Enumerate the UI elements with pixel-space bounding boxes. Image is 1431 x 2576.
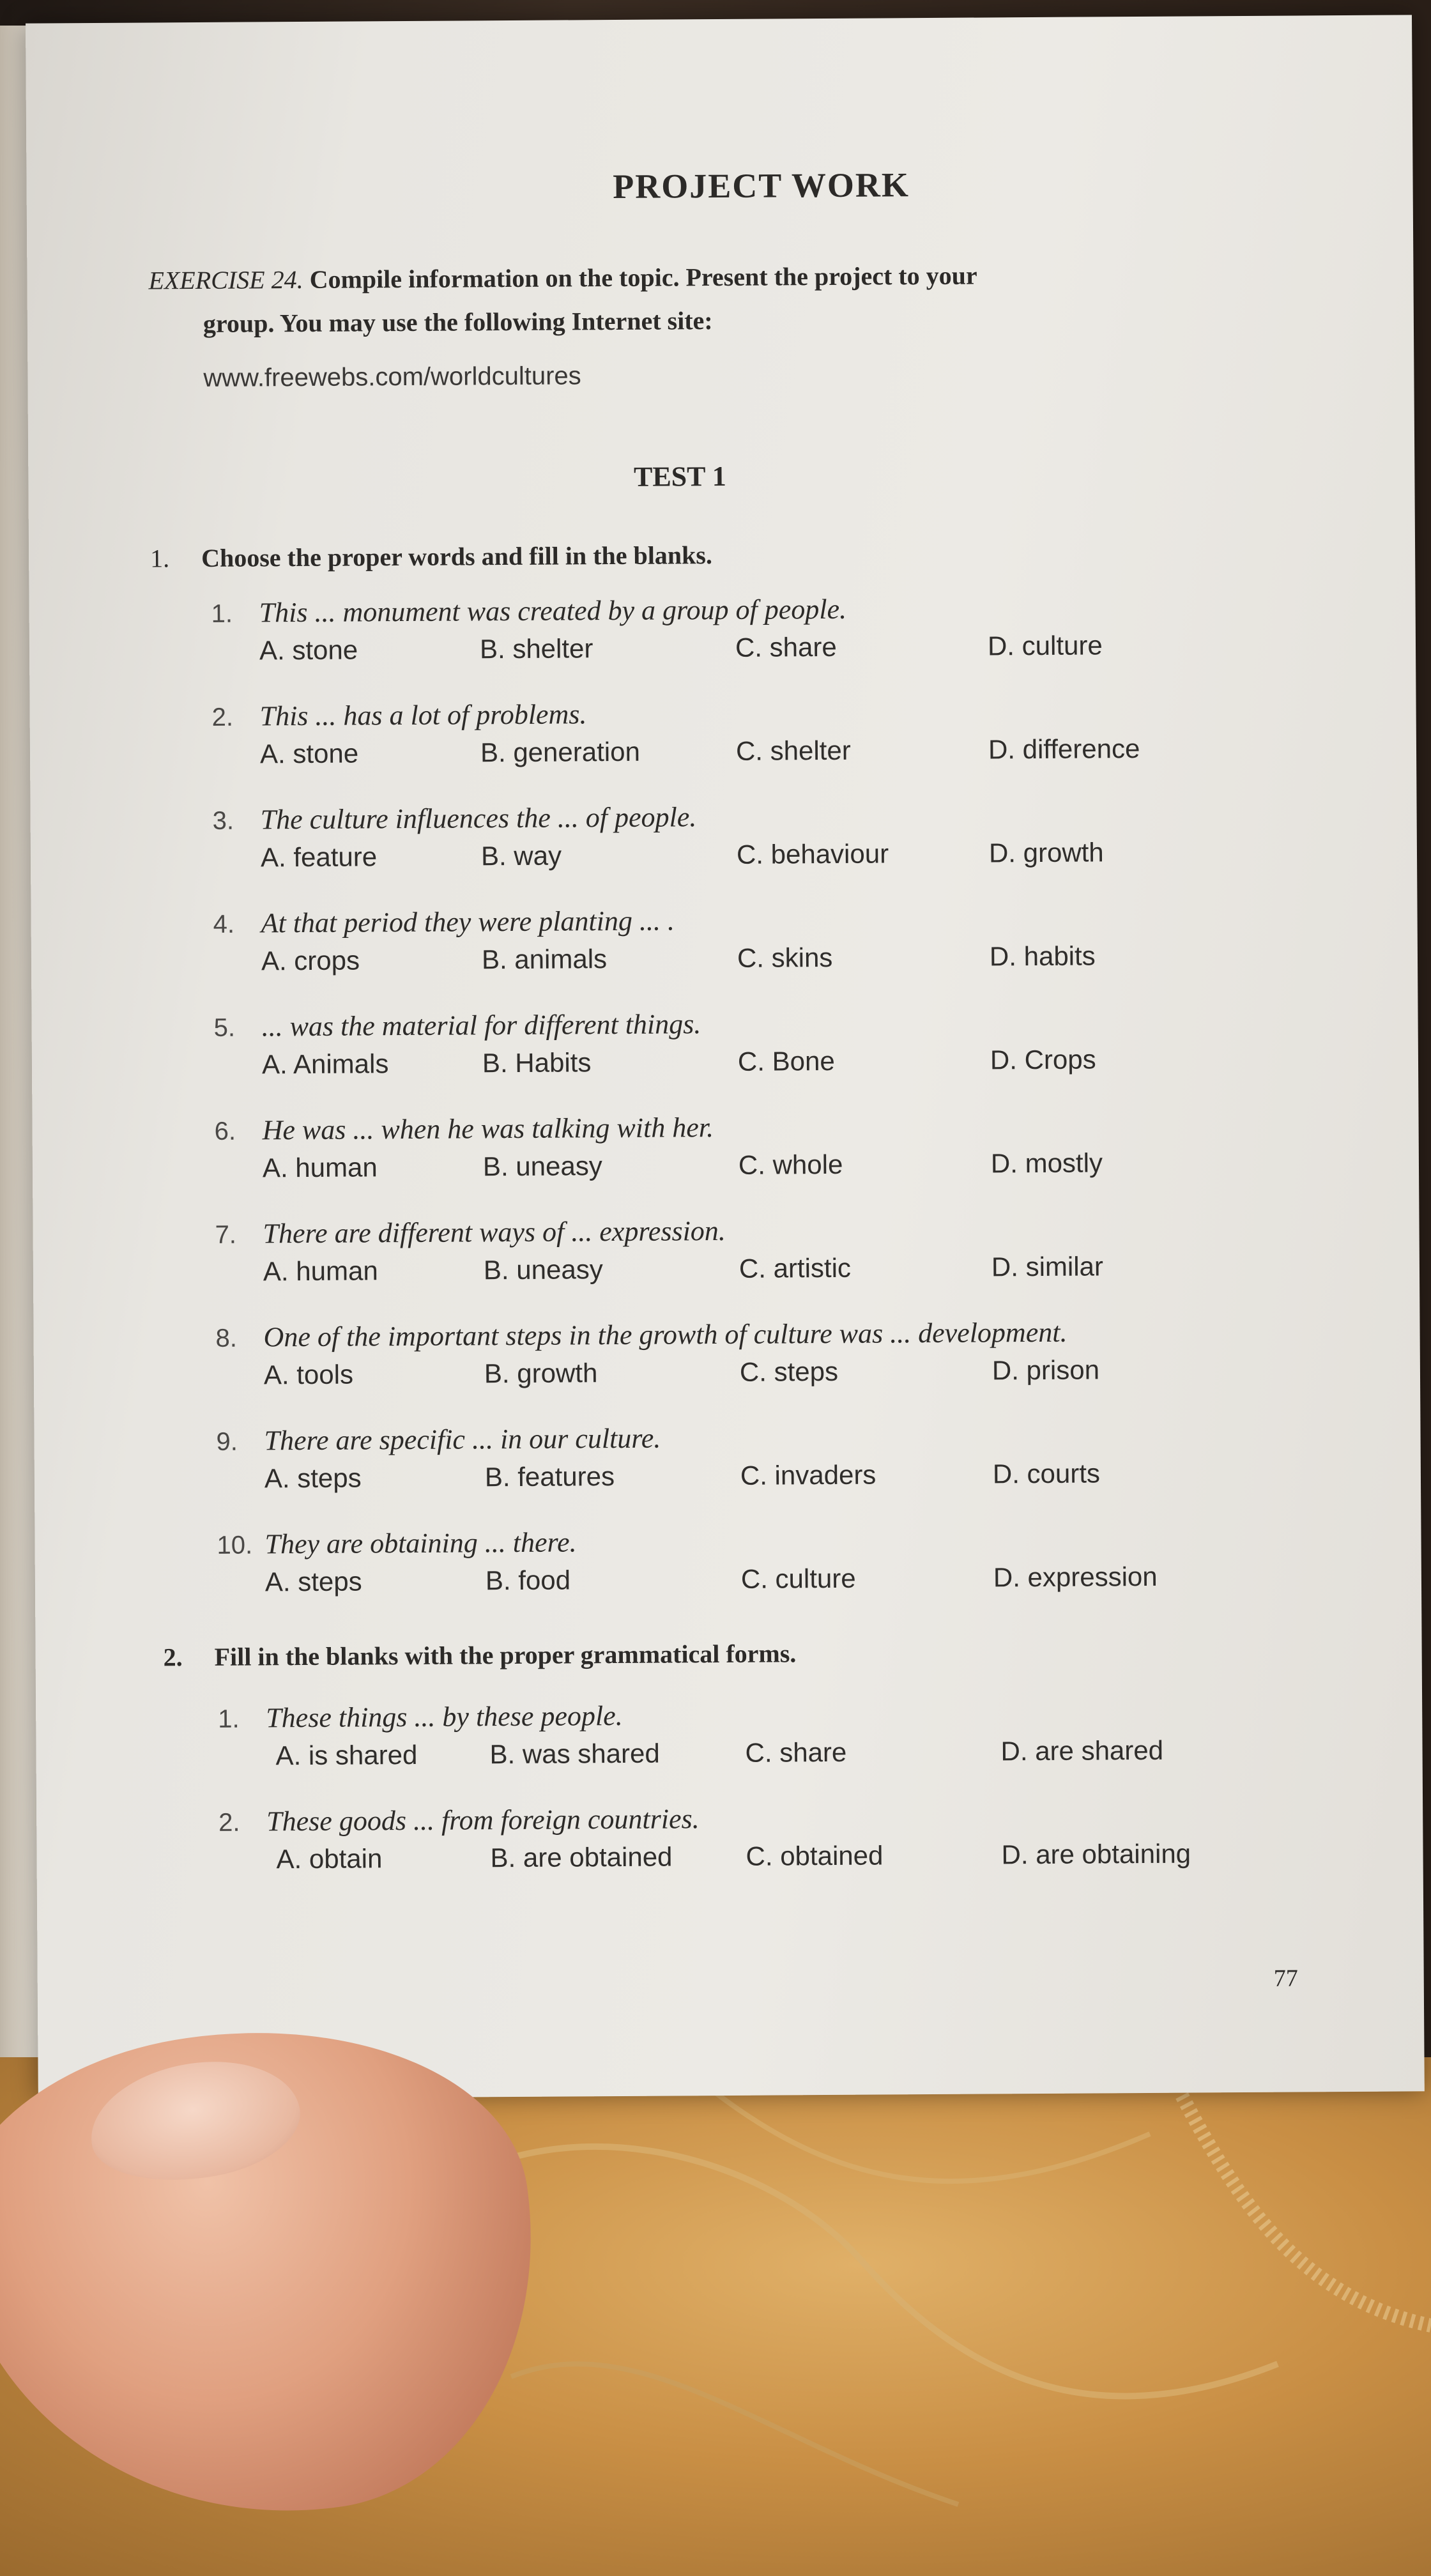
answer-options [211, 629, 1297, 684]
answer-option: A. stone [259, 738, 359, 769]
answer-option: D. expression [993, 1561, 1158, 1593]
question-number: 6. [214, 1117, 236, 1146]
answer-option: B. generation [480, 736, 641, 768]
question-item [214, 1101, 1301, 1201]
answer-option: C. culture [740, 1563, 856, 1594]
answer-option: D. difference [988, 733, 1140, 765]
answer-option: C. behaviour [736, 838, 889, 870]
answer-option: B. Habits [482, 1047, 592, 1078]
section-2-number: 2. [163, 1643, 183, 1672]
answer-options [213, 939, 1299, 994]
question-number: 4. [213, 910, 235, 939]
question-number: 1. [218, 1705, 240, 1733]
answer-option: A. human [263, 1255, 378, 1287]
answer-option: D. growth [988, 837, 1104, 868]
answer-options [216, 1353, 1302, 1408]
question-prompt: These things ... by these people. [266, 1699, 623, 1734]
answer-option: D. similar [991, 1251, 1104, 1282]
question-number: 9. [216, 1427, 238, 1456]
answer-options [218, 1734, 1304, 1789]
answer-options [215, 1250, 1301, 1305]
answer-option: B. way [480, 840, 562, 871]
test-title: TEST 1 [633, 460, 726, 493]
answer-option: C. share [735, 631, 837, 663]
page-content [128, 137, 1329, 1992]
question-text [215, 1205, 1301, 1256]
book-page [26, 15, 1425, 2099]
section-2-heading [164, 1638, 797, 1672]
answer-option: B. food [485, 1565, 571, 1596]
question-text [216, 1412, 1302, 1463]
answer-option: D. mostly [990, 1147, 1103, 1179]
answer-option: C. invaders [740, 1459, 876, 1491]
answer-option: A. steps [264, 1566, 362, 1597]
answer-option: B. growth [484, 1358, 598, 1389]
answer-option: B. shelter [479, 633, 593, 664]
answer-option: B. features [484, 1461, 615, 1492]
question-text [211, 584, 1297, 635]
question-prompt: There are different ways of ... expression. [263, 1215, 726, 1250]
question-item [213, 998, 1300, 1098]
section-1-heading-text: Choose the proper words and fill in the blanks. [201, 540, 713, 572]
answer-option: B. are obtained [490, 1841, 673, 1873]
website-link: www.freewebs.com/worldcultures [203, 362, 581, 392]
question-text [212, 791, 1298, 842]
question-number: 8. [215, 1324, 238, 1353]
answer-option: C. steps [739, 1356, 839, 1387]
answer-options [214, 1043, 1300, 1098]
question-prompt: ... was the material for different things. [261, 1008, 701, 1043]
answer-option: A. feature [260, 841, 378, 873]
answer-options [217, 1457, 1303, 1512]
exercise-block [148, 252, 1286, 346]
question-number: 5. [213, 1013, 236, 1042]
answer-option: A. obtain [276, 1843, 383, 1874]
question-prompt: There are specific ... in our culture. [264, 1422, 661, 1457]
question-prompt: They are obtaining ... there. [264, 1526, 577, 1560]
exercise-line-1 [148, 252, 1285, 303]
question-item [212, 791, 1299, 891]
answer-options [217, 1560, 1303, 1615]
question-text [218, 1793, 1305, 1844]
question-item [215, 1308, 1302, 1408]
section-1-number: 1. [150, 544, 170, 573]
answer-option: A. steps [264, 1462, 362, 1494]
question-prompt: These goods ... from foreign countries. [266, 1803, 700, 1837]
question-text [213, 894, 1299, 946]
question-text [217, 1515, 1303, 1567]
question-item [217, 1515, 1303, 1615]
question-prompt: At that period they were planting ... . [261, 905, 675, 939]
answer-option: C. obtained [746, 1840, 884, 1871]
exercise-text-1: Compile information on the topic. Present the project to your [309, 261, 977, 294]
question-prompt: One of the important steps in the growth of culture was ... development. [263, 1316, 1068, 1353]
answer-option: A. is shared [275, 1739, 418, 1771]
question-text [215, 1308, 1301, 1360]
answer-options [215, 1146, 1301, 1201]
question-number: 2. [211, 703, 234, 732]
question-item [213, 894, 1299, 994]
answer-option: B. uneasy [483, 1254, 603, 1285]
exercise-label: EXERCISE 24. [148, 264, 303, 295]
answer-option: B. animals [481, 944, 608, 975]
answer-options [213, 836, 1299, 891]
page-title: PROJECT WORK [613, 165, 910, 206]
answer-option: C. shelter [735, 735, 851, 766]
section-1-heading [150, 540, 712, 573]
answer-option: D. Crops [990, 1044, 1096, 1075]
question-number: 3. [212, 806, 234, 835]
question-text [218, 1689, 1304, 1740]
section-2-heading-text: Fill in the blanks with the proper grammatical forms. [214, 1639, 797, 1671]
answer-option: C. whole [738, 1149, 843, 1180]
exercise-text-2: group. You may use the following Internet site: [203, 306, 713, 338]
answer-option: A. crops [261, 945, 360, 976]
answer-option: C. Bone [737, 1045, 835, 1077]
question-prompt: He was ... when he was talking with her. [262, 1112, 714, 1146]
answer-option: D. habits [989, 940, 1096, 972]
question-text [213, 998, 1299, 1049]
answer-option: D. prison [991, 1354, 1100, 1386]
answer-option: C. share [745, 1736, 847, 1768]
question-text [211, 687, 1297, 739]
question-number: 1. [211, 599, 233, 628]
question-item [218, 1689, 1305, 1789]
answer-option: B. uneasy [482, 1151, 602, 1182]
question-text [214, 1101, 1300, 1153]
question-number: 2. [218, 1808, 240, 1837]
answer-option: D. culture [987, 630, 1103, 661]
exercise-line-2 [149, 296, 1286, 346]
answer-option: B. was shared [489, 1738, 660, 1770]
question-prompt: This ... monument was created by a group of people. [259, 593, 847, 629]
question-prompt: The culture influences the ... of people. [260, 801, 697, 836]
question-item [211, 584, 1297, 684]
question-item [218, 1793, 1305, 1892]
page-number: 77 [1273, 1965, 1298, 1992]
answer-option: A. stone [259, 634, 358, 666]
question-item [211, 687, 1298, 787]
question-item [216, 1412, 1303, 1512]
answer-option: D. are shared [1000, 1735, 1164, 1767]
question-prompt: This ... has a lot of problems. [259, 698, 587, 732]
answer-options [212, 732, 1298, 787]
answer-option: A. human [262, 1152, 378, 1183]
answer-option: A. Animals [261, 1048, 389, 1080]
question-number: 10. [217, 1531, 253, 1560]
answer-options [218, 1837, 1305, 1892]
answer-option: D. courts [992, 1458, 1101, 1489]
question-item [215, 1205, 1301, 1305]
answer-option: C. artistic [738, 1252, 852, 1284]
answer-option: A. tools [263, 1359, 354, 1390]
answer-option: C. skins [737, 942, 833, 973]
answer-option: D. are obtaining [1001, 1838, 1191, 1870]
question-number: 7. [215, 1220, 237, 1249]
